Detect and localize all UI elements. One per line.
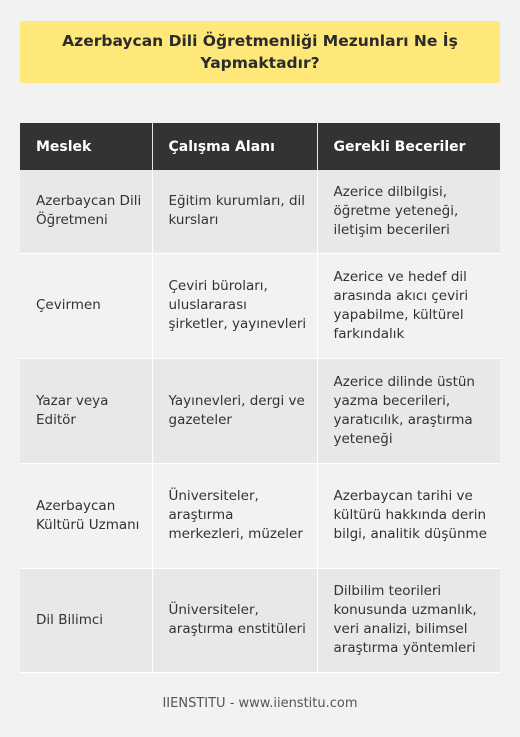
table-row	[20, 568, 500, 672]
column-header-meslek: Meslek	[20, 123, 152, 170]
table-row	[20, 170, 500, 253]
table-cell-calisma-alani: Yayınevleri, dergi ve gazeteler	[152, 358, 317, 463]
table-row	[20, 358, 500, 463]
table-cell-gerekli-beceriler: Azerice dilinde üstün yazma becerileri, yaratıcılık, araştırma yeteneği	[317, 358, 500, 463]
table-cell-meslek: Yazar veya Editör	[20, 358, 152, 463]
careers-table	[20, 123, 500, 673]
table-cell-calisma-alani: Üniversiteler, araştırma enstitüleri	[152, 568, 317, 672]
table-cell-calisma-alani: Üniversiteler, araştırma merkezleri, müzeler	[152, 463, 317, 568]
table-header-row	[20, 123, 500, 170]
table-cell-meslek: Dil Bilimci	[20, 568, 152, 672]
title-banner	[20, 21, 500, 83]
table-row	[20, 463, 500, 568]
column-header-gerekli-beceriler: Gerekli Beceriler	[317, 123, 500, 170]
table-cell-gerekli-beceriler: Azerbaycan tarihi ve kültürü hakkında derin bilgi, analitik düşünme	[317, 463, 500, 568]
table-cell-calisma-alani: Eğitim kurumları, dil kursları	[152, 170, 317, 253]
table-cell-gerekli-beceriler: Azerice ve hedef dil arasında akıcı çeviri yapabilme, kültürel farkındalık	[317, 253, 500, 358]
table-body	[20, 170, 500, 672]
table-cell-meslek: Çevirmen	[20, 253, 152, 358]
table-cell-gerekli-beceriler: Dilbilim teorileri konusunda uzmanlık, veri analizi, bilimsel araştırma yöntemleri	[317, 568, 500, 672]
table-cell-meslek: Azerbaycan Dili Öğretmeni	[20, 170, 152, 253]
page-title: Azerbaycan Dili Öğretmenliği Mezunları Ne İş Yapmaktadır?	[62, 32, 458, 72]
footer-credit: IIENSTITU - www.iienstitu.com	[162, 696, 358, 711]
column-header-calisma-alani: Çalışma Alanı	[152, 123, 317, 170]
table-row	[20, 253, 500, 358]
table-cell-calisma-alani: Çeviri büroları, uluslararası şirketler, yayınevleri	[152, 253, 317, 358]
table-header	[20, 123, 500, 170]
table-cell-gerekli-beceriler: Azerice dilbilgisi, öğretme yeteneği, iletişim becerileri	[317, 170, 500, 253]
table-cell-meslek: Azerbaycan Kültürü Uzmanı	[20, 463, 152, 568]
